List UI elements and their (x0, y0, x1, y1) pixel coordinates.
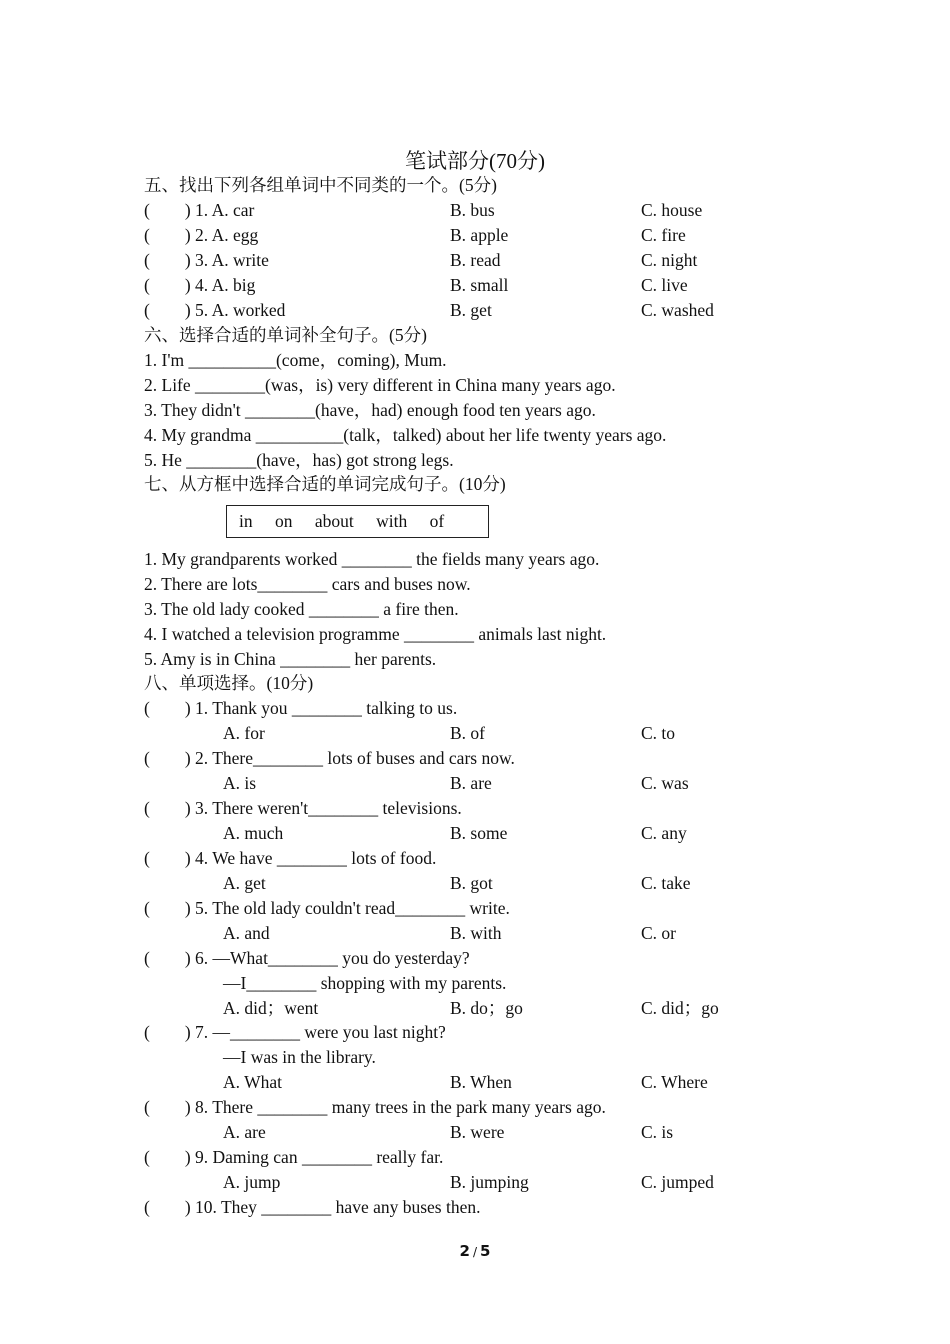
s7-sentence-4: 4. I watched a television programme ________ animals last night. (144, 624, 607, 644)
s5-q4-option-c: C. live (641, 275, 688, 295)
s5-question-4 (144, 273, 688, 298)
s8-q4-option-c: C. take (641, 873, 691, 893)
s8-q8-option-a: A. are (223, 1122, 266, 1142)
word-bank-word: in (239, 511, 253, 531)
section-6-heading: 六、选择合适的单词补全句子。(5分) (144, 325, 427, 345)
word-bank-word: on (275, 511, 293, 531)
s5-question-3 (144, 248, 698, 273)
section-8-heading: 八、单项选择。(10分) (144, 673, 314, 693)
s8-q9-option-a: A. jump (223, 1172, 281, 1192)
s7-sentence-1: 1. My grandparents worked ________ the fields many years ago. (144, 549, 600, 569)
s8-question-1: ( ) 1. Thank you ________ talking to us. (144, 698, 458, 718)
s6-sentence-4: 4. My grandma __________(talk，talked) about her life twenty years ago. (144, 425, 667, 445)
s8-q6-option-b: B. do；go (450, 998, 523, 1018)
s5-q2-stem: ( ) 2. A. egg (144, 225, 259, 245)
s5-q3-stem: ( ) 3. A. write (144, 250, 269, 270)
s7-sentence-2: 2. There are lots________ cars and buses now. (144, 574, 471, 594)
s8-q6-dialogue-reply: —I________ shopping with my parents. (223, 973, 507, 993)
s8-q4-option-b: B. got (450, 873, 493, 893)
s8-q9-option-c: C. jumped (641, 1172, 714, 1192)
s8-q5-option-a: A. and (223, 923, 270, 943)
s8-q8-option-c: C. is (641, 1122, 674, 1142)
s5-q2-option-b: B. apple (450, 225, 509, 245)
s8-q7-option-c: C. Where (641, 1072, 708, 1092)
s8-q1-option-b: B. of (450, 723, 485, 743)
s6-sentence-5: 5. He ________(have，has) got strong legs. (144, 450, 454, 470)
word-bank-word: of (429, 511, 445, 531)
s7-sentence-5: 5. Amy is in China ________ her parents. (144, 649, 437, 669)
s8-q7-option-b: B. When (450, 1072, 512, 1092)
s8-q1-option-a: A. for (223, 723, 265, 743)
s8-q5-option-c: C. or (641, 923, 676, 943)
s5-question-2 (144, 223, 686, 248)
s8-q8-option-b: B. were (450, 1122, 505, 1142)
page-indicator (0, 1242, 950, 1260)
s8-q2-option-b: B. are (450, 773, 492, 793)
s8-question-4: ( ) 4. We have ________ lots of food. (144, 848, 437, 868)
s8-question-3: ( ) 3. There weren't________ televisions. (144, 798, 462, 818)
s5-q5-stem: ( ) 5. A. worked (144, 300, 286, 320)
s8-q1-option-c: C. to (641, 723, 676, 743)
s5-question-5 (144, 298, 714, 323)
s5-q3-option-b: B. read (450, 250, 501, 270)
s8-question-8: ( ) 8. There ________ many trees in the park many years ago. (144, 1097, 606, 1117)
s8-q2-option-c: C. was (641, 773, 689, 793)
s5-q3-option-c: C. night (641, 250, 698, 270)
s8-q6-option-c: C. did；go (641, 998, 719, 1018)
page-separator: / (472, 1245, 478, 1259)
s7-sentence-3: 3. The old lady cooked ________ a fire then. (144, 599, 459, 619)
s8-q6-option-a: A. did；went (223, 998, 319, 1018)
word-bank-word: about (314, 511, 354, 531)
s8-q3-option-c: C. any (641, 823, 687, 843)
current-page-number: 2 (459, 1242, 470, 1260)
section-5-heading: 五、找出下列各组单词中不同类的一个。(5分) (144, 175, 497, 195)
s8-q9-option-b: B. jumping (450, 1172, 529, 1192)
s8-q3-option-b: B. some (450, 823, 508, 843)
word-bank-word: with (376, 511, 408, 531)
word-bank-box (226, 505, 489, 538)
s8-q3-option-a: A. much (223, 823, 284, 843)
s5-q1-stem: ( ) 1. A. car (144, 200, 255, 220)
page-title: 笔试部分(70分) (405, 149, 545, 173)
s5-q4-stem: ( ) 4. A. big (144, 275, 256, 295)
s8-question-7: ( ) 7. —________ were you last night? (144, 1022, 446, 1042)
s8-question-5: ( ) 5. The old lady couldn't read________ write. (144, 898, 510, 918)
s8-q7-option-a: A. What (223, 1072, 282, 1092)
s5-q4-option-b: B. small (450, 275, 509, 295)
s8-q4-option-a: A. get (223, 873, 266, 893)
s8-question-9: ( ) 9. Daming can ________ really far. (144, 1147, 444, 1167)
s5-q2-option-c: C. fire (641, 225, 686, 245)
s8-q5-option-b: B. with (450, 923, 502, 943)
s5-q1-option-c: C. house (641, 200, 703, 220)
s5-q1-option-b: B. bus (450, 200, 495, 220)
s8-q2-option-a: A. is (223, 773, 257, 793)
s8-question-2: ( ) 2. There________ lots of buses and cars now. (144, 748, 515, 768)
s5-question-1 (144, 198, 703, 223)
s8-q7-dialogue-reply: —I was in the library. (223, 1047, 376, 1067)
section-7-heading: 七、从方框中选择合适的单词完成句子。(10分) (144, 474, 506, 494)
s6-sentence-3: 3. They didn't ________(have，had) enough food ten years ago. (144, 400, 596, 420)
total-pages-number: 5 (480, 1242, 491, 1260)
s5-q5-option-c: C. washed (641, 300, 714, 320)
s6-sentence-1: 1. I'm __________(come，coming), Mum. (144, 350, 447, 370)
s6-sentence-2: 2. Life ________(was，is) very different in China many years ago. (144, 375, 616, 395)
s8-question-10: ( ) 10. They ________ have any buses then. (144, 1197, 481, 1217)
s5-q5-option-b: B. get (450, 300, 492, 320)
s8-question-6: ( ) 6. —What________ you do yesterday? (144, 948, 470, 968)
